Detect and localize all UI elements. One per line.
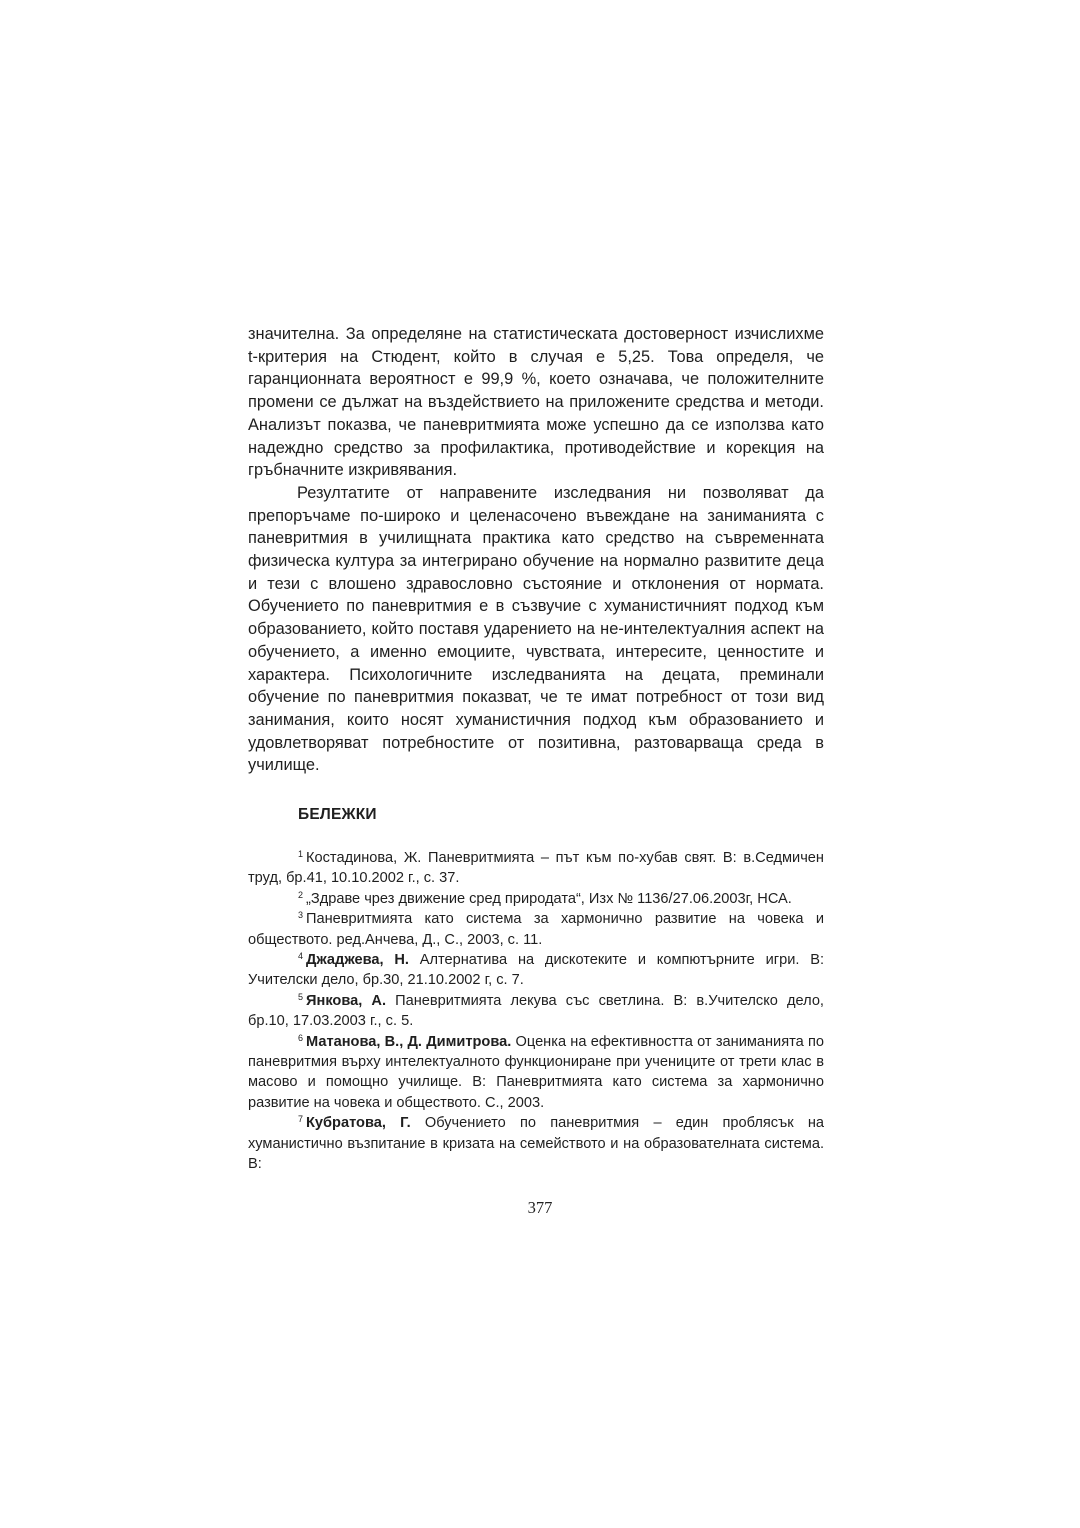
note-number: 5 [298, 991, 304, 1002]
note-item-5 [248, 991, 824, 1032]
note-item-1 [248, 848, 824, 889]
notes-list [248, 848, 824, 1175]
note-author: Матанова, В., Д. Димитрова. [306, 1033, 512, 1050]
note-text: Оценка на ефективността от заниманията по паневритмия върху интелектуалното функциониране при учениците от трети клас в масово и помощно училище. В: Паневритмията като система за хармонично развитие на човека и обществото. С., 2003. [248, 1033, 824, 1111]
note-item-7 [248, 1113, 824, 1174]
note-text: Алтернатива на дискотеките и компютърните игри. В: Учителски дело, бр.30, 21.10.2002 г, с. 7. [248, 952, 824, 989]
body-text [248, 323, 824, 777]
note-text: „Здраве чрез движение сред природата“, Изх № 1136/27.06.2003г, НСА. [306, 890, 792, 907]
note-number: 6 [298, 1032, 304, 1043]
note-number: 4 [298, 951, 304, 962]
note-text: Паневритмията като система за хармонично развитие на човека и обществото. ред.Анчева, Д., С., 2003, с. 11. [248, 911, 824, 948]
note-item-2 [248, 889, 824, 909]
note-number: 7 [298, 1114, 304, 1125]
note-item-6 [248, 1032, 824, 1114]
note-number: 1 [298, 849, 304, 859]
note-item-3 [248, 909, 824, 950]
page-number: 377 [527, 1198, 553, 1217]
body-paragraph-1: значителна. За определяне на статистическата достоверност изчислихме t-критерия на Стюдент, който в случая е 5,25. Това определя, че гаранционната вероятност е 99,9 %, което означава, че положителните промени се дължат на въздействието на приложените средства и методи. Анализът показва, че паневритмията може успешно да се използва като надеждно средство за профилактика, противодействие и корекция на гръбначните изкривявания. [248, 325, 824, 480]
note-item-4 [248, 950, 824, 991]
note-text: Паневритмията лекува със светлина. В: в.Учителско дело, бр.10, 17.03.2003 г., с. 5. [248, 992, 824, 1030]
note-number: 3 [298, 910, 304, 921]
body-paragraph-2: Резултатите от направените изследвания ни позволяват да препоръчаме по-широко и целенасочено въвеждане на заниманията с паневритмия в училищната практика като средство на съвременната физическа култура за интегрирано обучение на нормално развитите деца и тези с влошено здравословно състояние и отклонения от нормата. Обучението по паневритмия е в съзвучие с хуманистичният подход към образованието, който поставя ударението на не-интелектуалния аспект на обучението, а именно емоциите, чувствата, интересите, ценностите и характера. Психологичните изследванията на децата, преминали обучение по паневритмия показват, че те имат потребност от този вид занимания, които носят хуманистичния подход към образованието и удовлетворяват потребностите от позитивна, разтоварваща среда в училище. [248, 483, 824, 775]
note-number: 2 [298, 889, 304, 900]
note-author: Джаджева, Н. [306, 952, 409, 969]
notes-heading: БЕЛЕЖКИ [298, 806, 377, 823]
note-author: Янкова, А. [306, 992, 387, 1009]
note-text: Костадинова, Ж. Паневритмията – път към по-хубав свят. В: в.Седмичен труд, бр.41, 10.10.2002 г., с. 37. [248, 850, 824, 887]
note-text: Обучението по паневритмия – един проблясък на хуманистично възпитание в кризата на семейството и на образователната система. В: [248, 1115, 824, 1173]
note-author: Кубратова, Г. [306, 1115, 411, 1132]
